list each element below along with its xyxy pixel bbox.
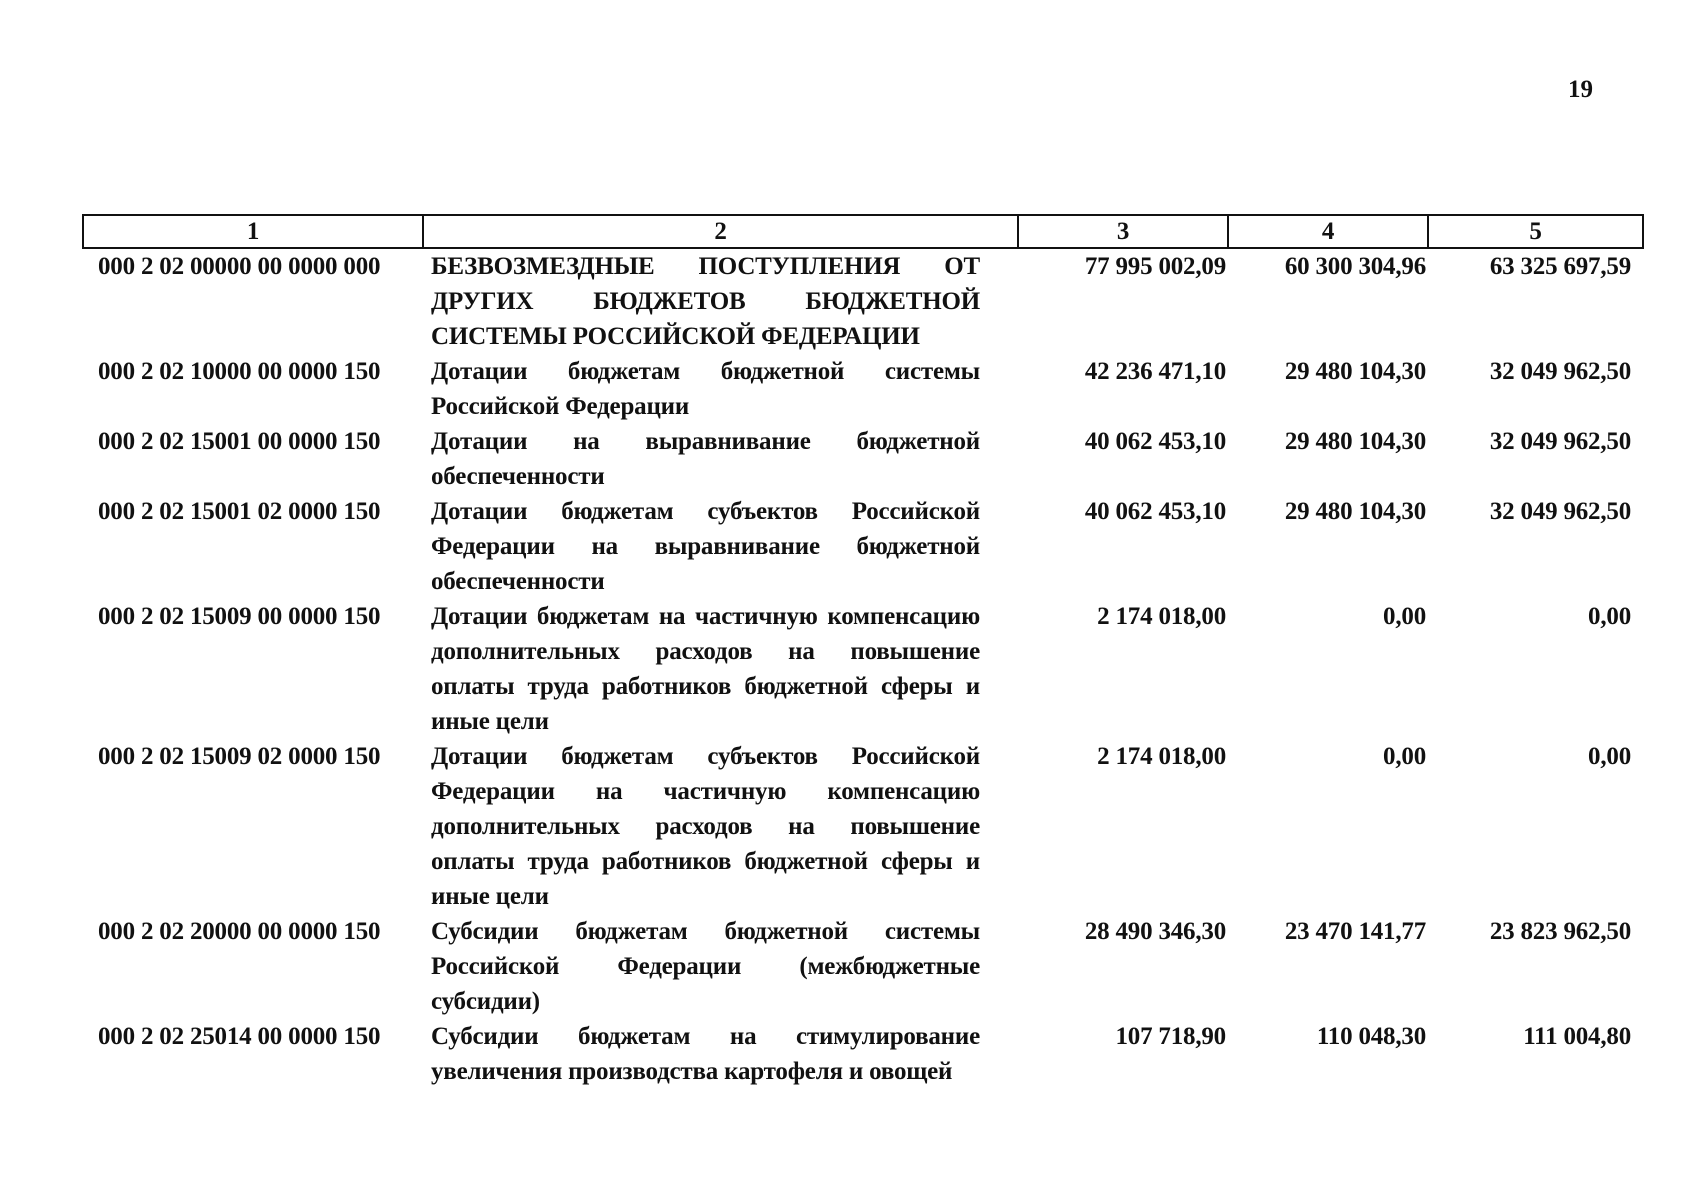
amount-cell-col5: 23 823 962,50: [1489, 918, 1631, 945]
page-number: 19: [1568, 76, 1593, 103]
table-row: [83, 248, 1643, 354]
table-row: [83, 914, 1643, 1019]
amount-cell-col3: 107 718,90: [1115, 1023, 1226, 1050]
income-name-cell: Субсидии бюджетам бюджетной системы Российской Федерации (межбюджетные субсидии): [431, 918, 980, 1015]
amount-cell-col5: 32 049 962,50: [1489, 498, 1631, 525]
budget-code-cell: 000 2 02 15009 00 0000 150: [98, 603, 381, 630]
income-name-cell: Дотации бюджетам субъектов Российской Федерации на частичную компенсацию дополнительных расходов на повышение оплаты труда работников бюджетной сферы и иные цели: [431, 743, 980, 910]
amount-cell-col4: 0,00: [1383, 603, 1426, 630]
budget-code-cell: 000 2 02 00000 00 0000 000: [98, 253, 381, 280]
amount-cell-col5: 0,00: [1588, 743, 1631, 770]
table-row: [83, 599, 1643, 739]
table-row: [83, 739, 1643, 914]
amount-cell-col3: 2 174 018,00: [1097, 603, 1226, 630]
amount-cell-col4: 23 470 141,77: [1284, 918, 1426, 945]
amount-cell-col3: 40 062 453,10: [1084, 428, 1226, 455]
budget-code-cell: 000 2 02 15001 02 0000 150: [98, 498, 381, 525]
amount-cell-col4: 29 480 104,30: [1284, 498, 1426, 525]
amount-cell-col5: 63 325 697,59: [1489, 253, 1631, 280]
table-body: [83, 248, 1643, 1089]
budget-code-cell: 000 2 02 10000 00 0000 150: [98, 358, 381, 385]
revenue-table: [82, 214, 1644, 1089]
amount-cell-col3: 42 236 471,10: [1084, 358, 1226, 385]
amount-cell-col4: 110 048,30: [1316, 1023, 1426, 1050]
amount-cell-col3: 77 995 002,09: [1084, 253, 1226, 280]
column-header-name: 2: [423, 215, 1018, 248]
column-header-amount-3: 5: [1428, 215, 1643, 248]
table-row: [83, 1019, 1643, 1089]
income-name-cell: Дотации на выравнивание бюджетной обеспеченности: [431, 428, 980, 490]
amount-cell-col3: 28 490 346,30: [1084, 918, 1226, 945]
amount-cell-col4: 60 300 304,96: [1284, 253, 1426, 280]
amount-cell-col4: 29 480 104,30: [1284, 428, 1426, 455]
budget-code-cell: 000 2 02 25014 00 0000 150: [98, 1023, 381, 1050]
amount-cell-col5: 0,00: [1588, 603, 1631, 630]
amount-cell-col4: 29 480 104,30: [1284, 358, 1426, 385]
amount-cell-col3: 40 062 453,10: [1084, 498, 1226, 525]
amount-cell-col5: 32 049 962,50: [1489, 428, 1631, 455]
income-name-cell: Дотации бюджетам на частичную компенсацию дополнительных расходов на повышение оплаты труда работников бюджетной сферы и иные цели: [431, 603, 980, 735]
table-row: [83, 494, 1643, 599]
amount-cell-col5: 32 049 962,50: [1489, 358, 1631, 385]
table-row: [83, 354, 1643, 424]
header-row: [83, 215, 1643, 248]
income-name-cell: Субсидии бюджетам на стимулирование увеличения производства картофеля и овощей: [431, 1023, 980, 1085]
column-header-amount-2: 4: [1228, 215, 1428, 248]
income-name-cell: Дотации бюджетам бюджетной системы Российской Федерации: [431, 358, 980, 420]
table-row: [83, 424, 1643, 494]
budget-code-cell: 000 2 02 20000 00 0000 150: [98, 918, 381, 945]
budget-code-cell: 000 2 02 15009 02 0000 150: [98, 743, 381, 770]
amount-cell-col5: 111 004,80: [1523, 1023, 1631, 1050]
income-name-cell: Дотации бюджетам субъектов Российской Федерации на выравнивание бюджетной обеспеченности: [431, 498, 980, 595]
amount-cell-col4: 0,00: [1383, 743, 1426, 770]
column-header-amount-1: 3: [1018, 215, 1228, 248]
table-header: [83, 215, 1643, 248]
amount-cell-col3: 2 174 018,00: [1097, 743, 1226, 770]
income-name-cell: БЕЗВОЗМЕЗДНЫЕ ПОСТУПЛЕНИЯ ОТ ДРУГИХ БЮДЖЕТОВ БЮДЖЕТНОЙ СИСТЕМЫ РОССИЙСКОЙ ФЕДЕРАЦИИ: [431, 253, 980, 350]
column-header-code: 1: [83, 215, 423, 248]
budget-code-cell: 000 2 02 15001 00 0000 150: [98, 428, 381, 455]
